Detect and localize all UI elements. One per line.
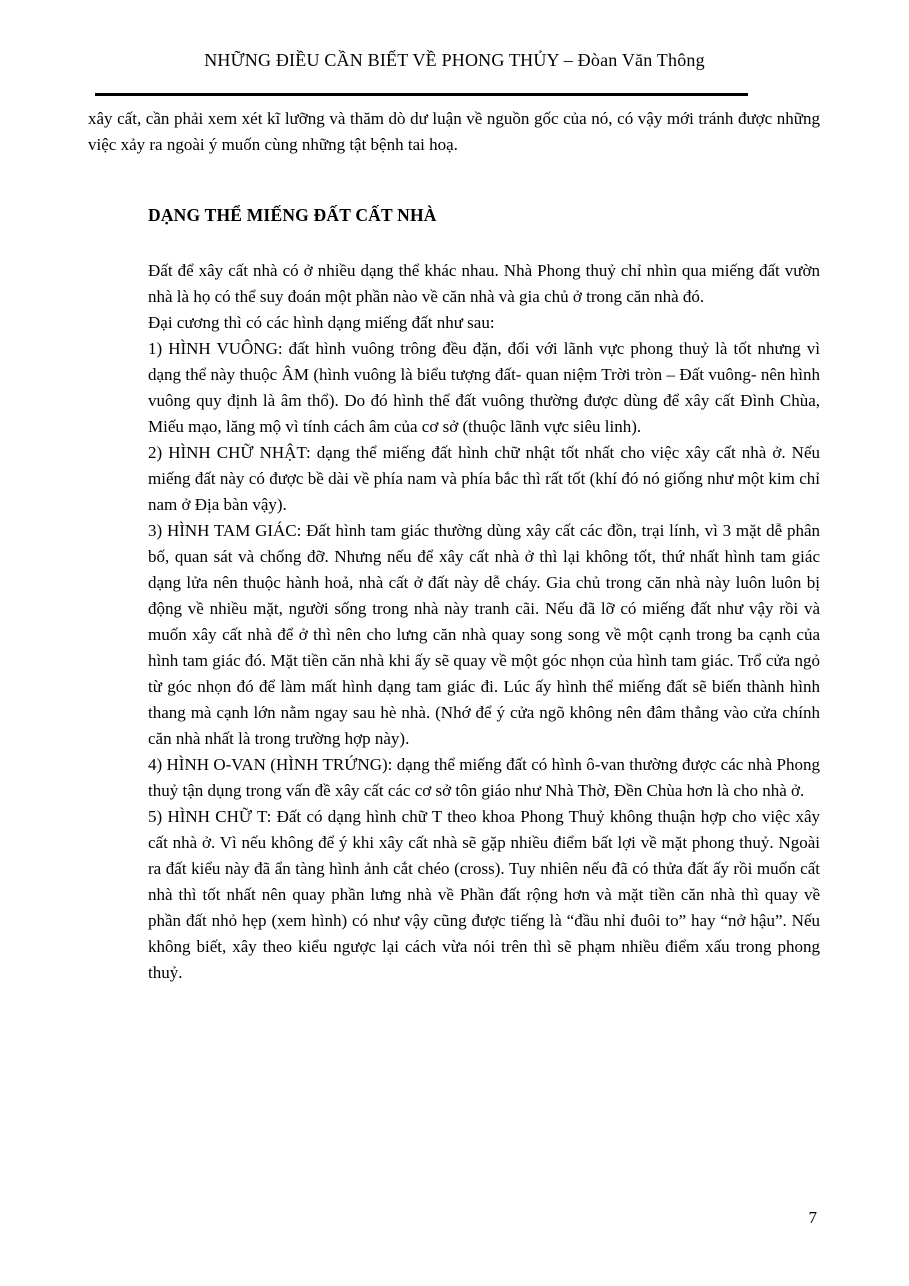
section-paragraph-item-triangle: 3) HÌNH TAM GIÁC: Đất hình tam giác thường dùng xây cất các đồn, trại lính, vì 3 mặt dễ phân bố, quan sát và chống đỡ. Nhưng nếu để xây cất nhà ở thì lại không tốt, thứ nhất hình tam giác dạng lửa nên thuộc hành hoả, nhà cất ở đất này dễ cháy. Gia chủ trong căn nhà này luôn luôn bị động về nhiều mặt, người sống trong nhà này tranh cãi. Nếu đã lỡ có miếng đất như vậy rồi và muốn xây cất nhà để ở thì nên cho lưng căn nhà quay song song về một cạnh trong ba cạnh của hình tam giác đó. Mặt tiền căn nhà khi ấy sẽ quay về một góc nhọn của hình tam giác. Trổ cửa ngỏ từ góc nhọn đó để làm mất hình dạng tam giác đi. Lúc ấy hình thể miếng đất sẽ biến thành hình thang mà cạnh lớn nằm ngay sau hè nhà. (Nhớ để ý cửa ngõ không nên đâm thẳng vào cửa chính căn nhà nhất là trong trường hợp này). [148,521,820,748]
section-body [148,258,820,986]
section-paragraph: Đất để xây cất nhà có ở nhiều dạng thể khác nhau. Nhà Phong thuỷ chỉ nhìn qua miếng đất vườn nhà là họ có thể suy đoán một phần nào về căn nhà và gia chủ ở trong căn nhà đó. [148,261,820,306]
section-paragraph-item-t-shape: 5) HÌNH CHỮ T: Đất có dạng hình chữ T theo khoa Phong Thuỷ không thuận hợp cho việc xây cất nhà ở. Vì nếu không để ý khi xây cất nhà sẽ gặp nhiều điểm bất lợi về mặt phong thuỷ. Ngoài ra đất kiểu này đã ẩn tàng hình ảnh cắt chéo (cross). Tuy nhiên nếu đã có thửa đất ấy rồi muốn cất nhà thì tốt nhất nên quay phần lưng nhà về Phần đất rộng hơn và mặt tiền căn nhà thì quay về phần đất nhỏ hẹp (xem hình) có như vậy cũng được tiếng là “đầu nhỉ đuôi to” hay “nở hậu”. Nếu không biết, xây theo kiểu ngược lại cách vừa nói trên thì sẽ phạm nhiều điểm xấu trong phong thuỷ. [148,807,820,982]
page-body [0,96,909,986]
page-number: 7 [808,1208,817,1227]
section-heading: DẠNG THỂ MIẾNG ĐẤT CẤT NHÀ [148,205,437,225]
main-section [148,202,820,986]
page-header-title: NHỮNG ĐIỀU CẦN BIẾT VỀ PHONG THỦY – Đòan Văn Thông [204,50,705,70]
section-paragraph-item-oval: 4) HÌNH O-VAN (HÌNH TRỨNG): dạng thể miếng đất có hình ô-van thường được các nhà Phong thuỷ tận dụng trong vấn đề xây cất các cơ sở tôn giáo như Nhà Thờ, Đền Chùa hơn là cho nhà ở. [148,755,820,800]
section-paragraph-item-rectangle: 2) HÌNH CHỮ NHẬT: dạng thể miếng đất hình chữ nhật tốt nhất cho việc xây cất nhà ở. Nếu miếng đất này có được bề dài về phía nam và phía bắc thì rất tốt (khí đó nó giống như một kim chỉ nam ở Địa bàn vậy). [148,443,820,514]
section-paragraph: Đại cương thì có các hình dạng miếng đất như sau: [148,313,495,332]
intro-paragraph: xây cất, cần phải xem xét kĩ lưỡng và thăm dò dư luận về nguồn gốc của nó, có vậy mới tránh được những việc xảy ra ngoài ý muốn cùng những tật bệnh tai hoạ. [88,109,820,154]
section-paragraph-item-square: 1) HÌNH VUÔNG: đất hình vuông trông đều đặn, đối với lãnh vực phong thuỷ là tốt nhưng vì dạng thể này thuộc ÂM (hình vuông là biểu tượng đất- quan niệm Trời tròn – Đất vuông- nên hình vuông quy định là âm thổ). Do đó hình thể đất vuông thường được dùng để xây cất Đình Chùa, Miếu mạo, lăng mộ vì tính cách âm của cơ sở (thuộc lãnh vực siêu linh). [148,339,820,436]
